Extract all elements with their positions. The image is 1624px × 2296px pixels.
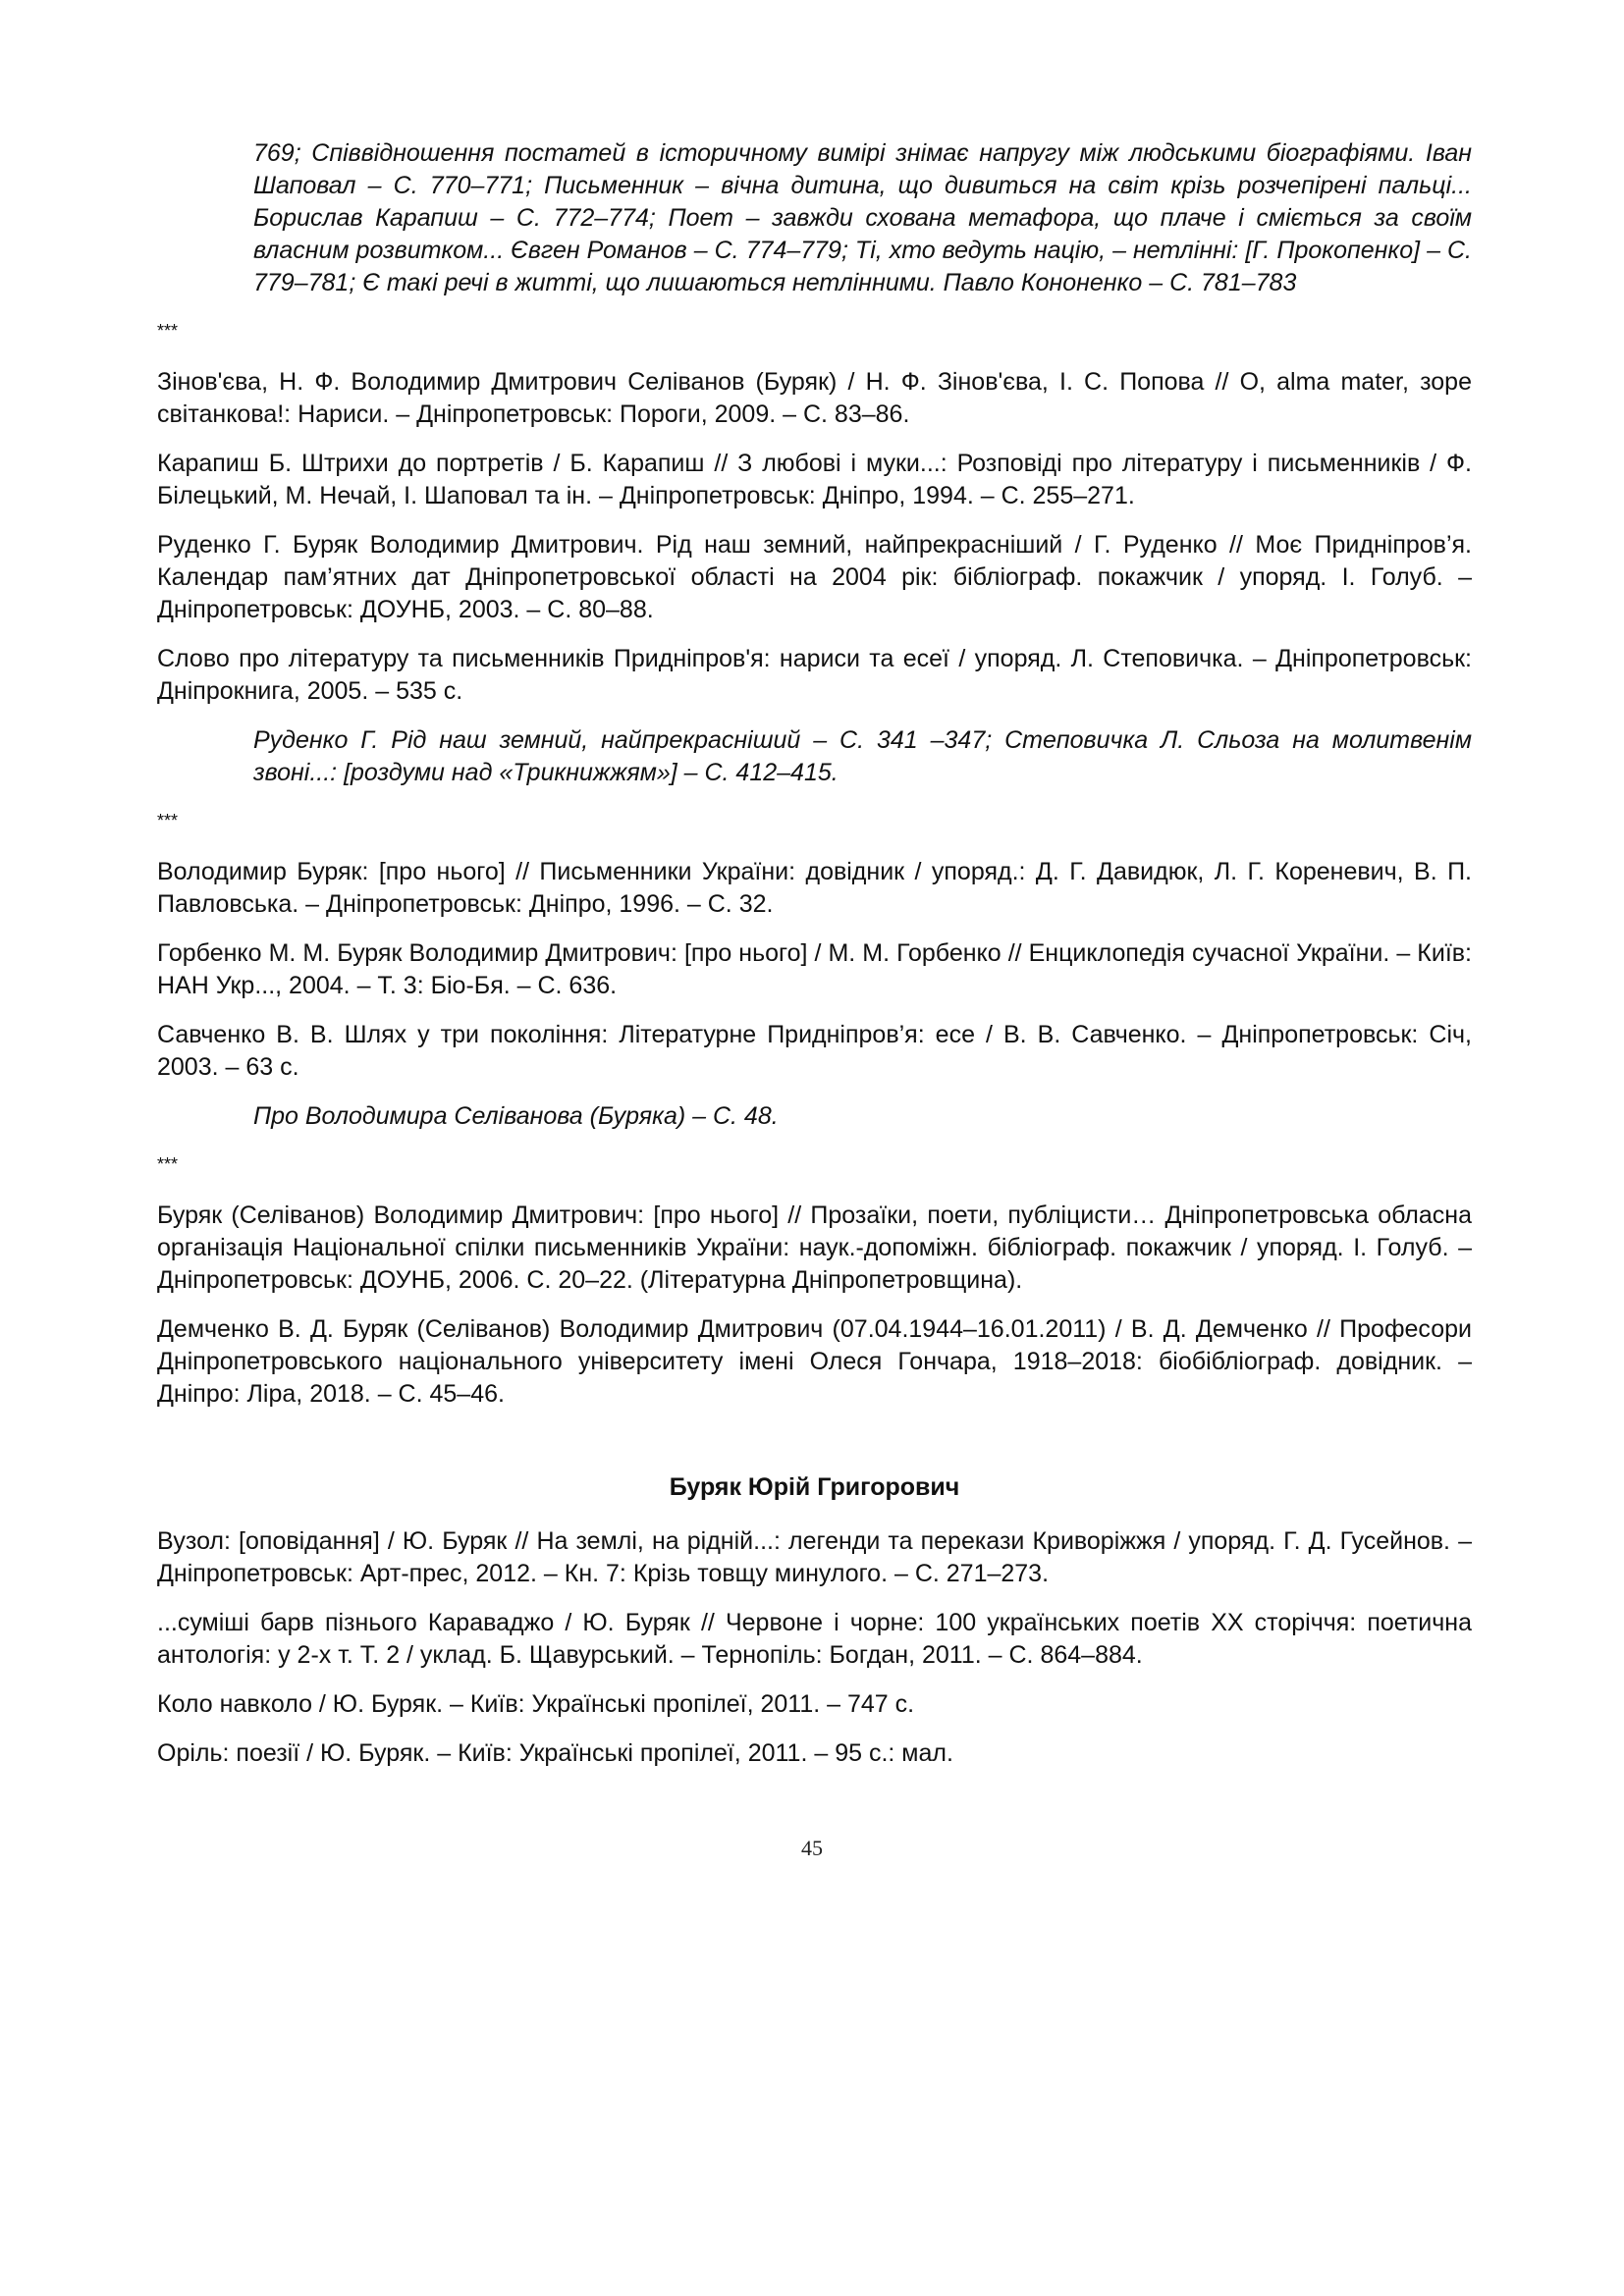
bibliography-entry: Коло навколо / Ю. Буряк. – Київ: Українські пропілеї, 2011. – 747 с. (157, 1690, 915, 1718)
bibliography-entry: Оріль: поезії / Ю. Буряк. – Київ: Українські пропілеї, 2011. – 95 с.: мал. (157, 1739, 953, 1767)
section-heading: Буряк Юрій Григорович (669, 1473, 960, 1501)
bibliography-entry: ...суміші барв пізнього Караваджо / Ю. Буряк // Червоне і чорне: 100 українських поетів ХХ сторіччя: поетична антологія: у 2-х т. Т. 2 / уклад. Б. Щавурський. – Тернопіль: Богдан, 2011. – С. 864–884. (157, 1609, 1472, 1669)
bibliography-entry: Слово про літературу та письменників Придніпров'я: нариси та есеї / упоряд. Л. Степовичка. – Дніпропетровськ: Дніпрокнига, 2005. – 535 с. (157, 645, 1472, 705)
bibliography-entry: Зінов'єва, Н. Ф. Володимир Дмитрович Селіванов (Буряк) / Н. Ф. Зінов'єва, І. С. Попова // О, alma mater, зоре світанкова!: Нариси. – Дніпропетровськ: Пороги, 2009. – С. 83–86. (157, 368, 1472, 428)
bibliography-entry: Володимир Буряк: [про нього] // Письменники України: довідник / упоряд.: Д. Г. Давидюк, Л. Г. Кореневич, В. П. Павловська. – Дніпропетровськ: Дніпро, 1996. – С. 32. (157, 858, 1472, 918)
bibliography-entry: Карапиш Б. Штрихи до портретів / Б. Карапиш // З любові і муки...: Розповіді про літературу і письменників / Ф. Білецький, М. Нечай, І. Шаповал та ін. – Дніпропетровськ: Дніпро, 1994. – С. 255–271. (157, 450, 1472, 509)
annotation-contents-list: Про Володимира Селіванова (Буряка) – С. 48. (253, 1102, 779, 1130)
bibliography-entry: Савченко В. В. Шлях у три покоління: Літературне Придніпров’я: есе / В. В. Савченко. – Дніпропетровськ: Січ, 2003. – 63 с. (157, 1021, 1472, 1081)
section-separator: *** (157, 811, 179, 830)
section-separator: *** (157, 321, 179, 341)
bibliography-entry: Буряк (Селіванов) Володимир Дмитрович: [про нього] // Прозаїки, поети, публіцисти… Дніпропетровська обласна організація Національної спілки письменників України: наук.-допоміжн. бібліограф. покажчик / упоряд. І. Голуб. – Дніпропетровськ: ДОУНБ, 2006. С. 20–22. (Літературна Дніпропетровщина). (157, 1201, 1472, 1294)
bibliography-entry: Руденко Г. Буряк Володимир Дмитрович. Рід наш земний, найпрекрасніший / Г. Руденко // Моє Придніпров’я. Календар пам’ятних дат Дніпропетровської області на 2004 рік: бібліограф. покажчик / упоряд. І. Голуб. – Дніпропетровськ: ДОУНБ, 2003. – С. 80–88. (157, 531, 1472, 623)
bibliography-entry: Вузол: [оповідання] / Ю. Буряк // На землі, на рідній...: легенди та перекази Криворіжжя / упоряд. Г. Д. Гусейнов. – Дніпропетровськ: Арт-прес, 2012. – Кн. 7: Крізь товщу минулого. – С. 271–273. (157, 1527, 1472, 1587)
annotation-contents-list: 769; Співвідношення постатей в історичному вимірі знімає напругу між людськими біографіями. Іван Шаповал – С. 770–771; Письменник – вічна дитина, що дивиться на світ крізь розчепірені пальці... Борислав Карапиш – С. 772–774; Поет – завжди схована метафора, що плаче і сміється за своїм власним розвитком... Євген Романов – С. 774–779; Ті, хто ведуть націю, – нетлінні: [Г. Прокопенко] – С. 779–781; Є такі речі в житті, що лишаються нетлінними. Павло Кононенко – С. 781–783 (253, 139, 1472, 296)
bibliography-entry: Горбенко М. М. Буряк Володимир Дмитрович: [про нього] / М. М. Горбенко // Енциклопедія сучасної України. – Київ: НАН Укр..., 2004. – Т. 3: Біо-Бя. – С. 636. (157, 939, 1472, 999)
bibliography-entry: Демченко В. Д. Буряк (Селіванов) Володимир Дмитрович (07.04.1944–16.01.2011) / В. Д. Демченко // Професори Дніпропетровського національного університету імені Олеся Гончара, 1918–2018: біобібліограф. довідник. – Дніпро: Ліра, 2018. – С. 45–46. (157, 1315, 1472, 1408)
section-separator: *** (157, 1154, 179, 1174)
page-number: 45 (801, 1836, 823, 1860)
annotation-contents-list: Руденко Г. Рід наш земний, найпрекрасніший – С. 341 –347; Степовичка Л. Сльоза на молитвенім звоні...: [роздуми над «Трикнижжям»] – С. 412–415. (253, 726, 1472, 786)
